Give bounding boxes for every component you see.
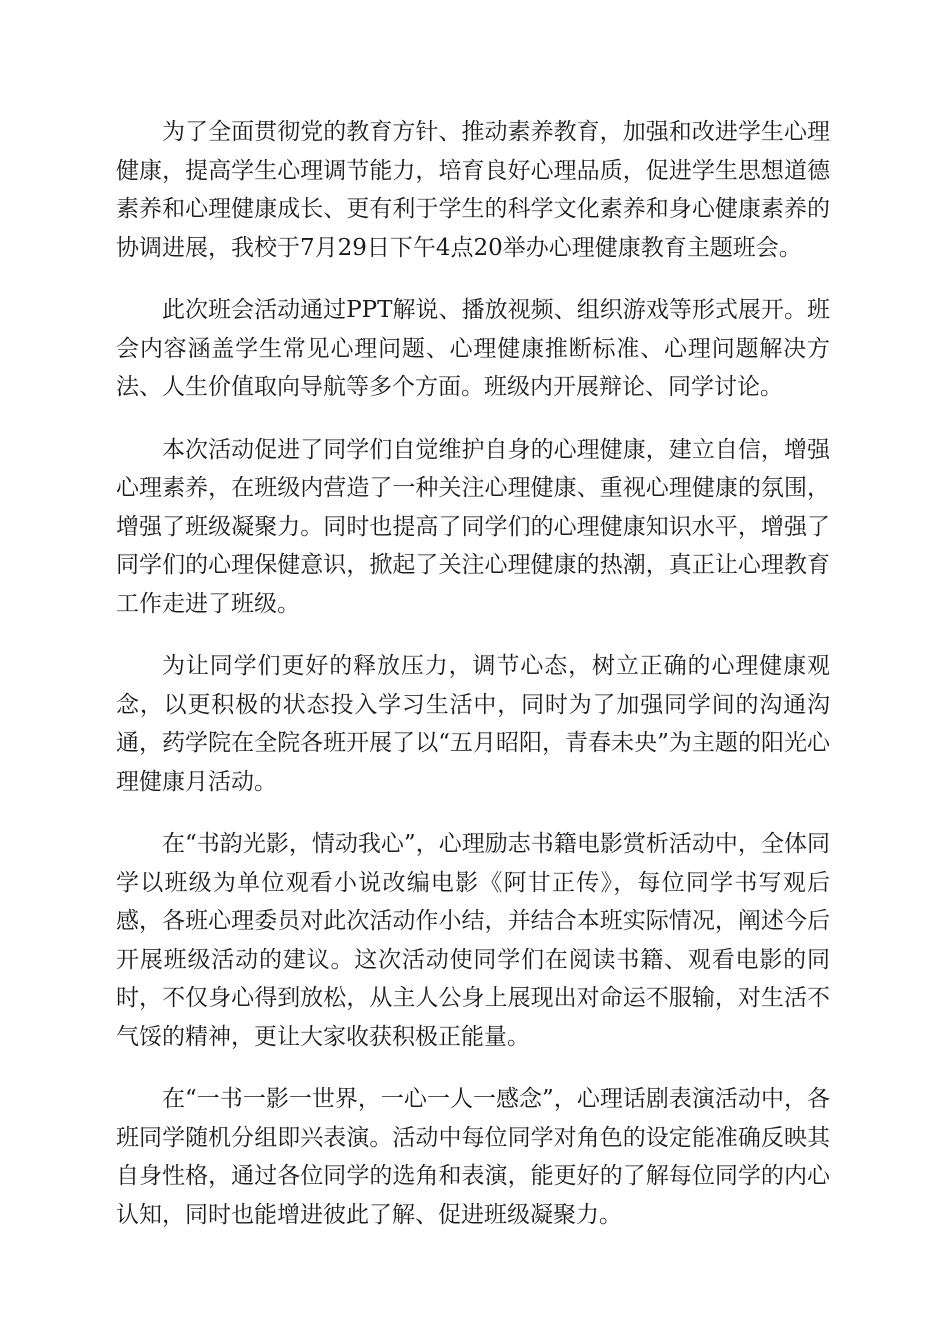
paragraph-4: 为让同学们更好的释放压力，调节心态，树立正确的心理健康观念，以更积极的状态投入学习生活中，同时为了加强同学间的沟通沟通，药学院在全院各班开展了以“五月昭阳，青春未央”为主题的阳光心理健康月活动。 <box>116 653 830 795</box>
document-page <box>116 113 830 1258</box>
paragraph-6: 在“一书一影一世界，一心一人一感念”，心理话剧表演活动中，各班同学随机分组即兴表演。活动中每位同学对角色的设定能准确反映其自身性格，通过各位同学的选角和表演，能更好的了解每位同学的内心认知，同时也能增进彼此了解、促进班级凝聚力。 <box>116 1086 830 1228</box>
paragraph-3: 本次活动促进了同学们自觉维护自身的心理健康，建立自信，增强心理素养，在班级内营造了一种关注心理健康、重视心理健康的氛围，增强了班级凝聚力。同时也提高了同学们的心理健康知识水平，增强了同学们的心理保健意识，掀起了关注心理健康的热潮，真正让心理教育工作走进了班级。 <box>116 436 830 617</box>
paragraph-5: 在“书韵光影，情动我心”，心理励志书籍电影赏析活动中，全体同学以班级为单位观看小说改编电影《阿甘正传》，每位同学书写观后感，各班心理委员对此次活动作小结，并结合本班实际情况，阐述今后开展班级活动的建议。这次活动使同学们在阅读书籍、观看电影的同时，不仅身心得到放松，从主人公身上展现出对命运不服输，对生活不气馁的精神，更让大家收获积极正能量。 <box>116 831 830 1050</box>
paragraph-2: 此次班会活动通过PPT解说、播放视频、组织游戏等形式展开。班会内容涵盖学生常见心理问题、心理健康推断标准、心理问题解决方法、人生价值取向导航等多个方面。班级内开展辩论、同学讨论。 <box>116 297 830 400</box>
paragraph-1: 为了全面贯彻党的教育方针、推动素养教育，加强和改进学生心理健康，提高学生心理调节能力，培育良好心理品质，促进学生思想道德素养和心理健康成长、更有利于学生的科学文化素养和身心健康素养的协调进展，我校于7月29日下午4点20举办心理健康教育主题班会。 <box>116 119 830 261</box>
